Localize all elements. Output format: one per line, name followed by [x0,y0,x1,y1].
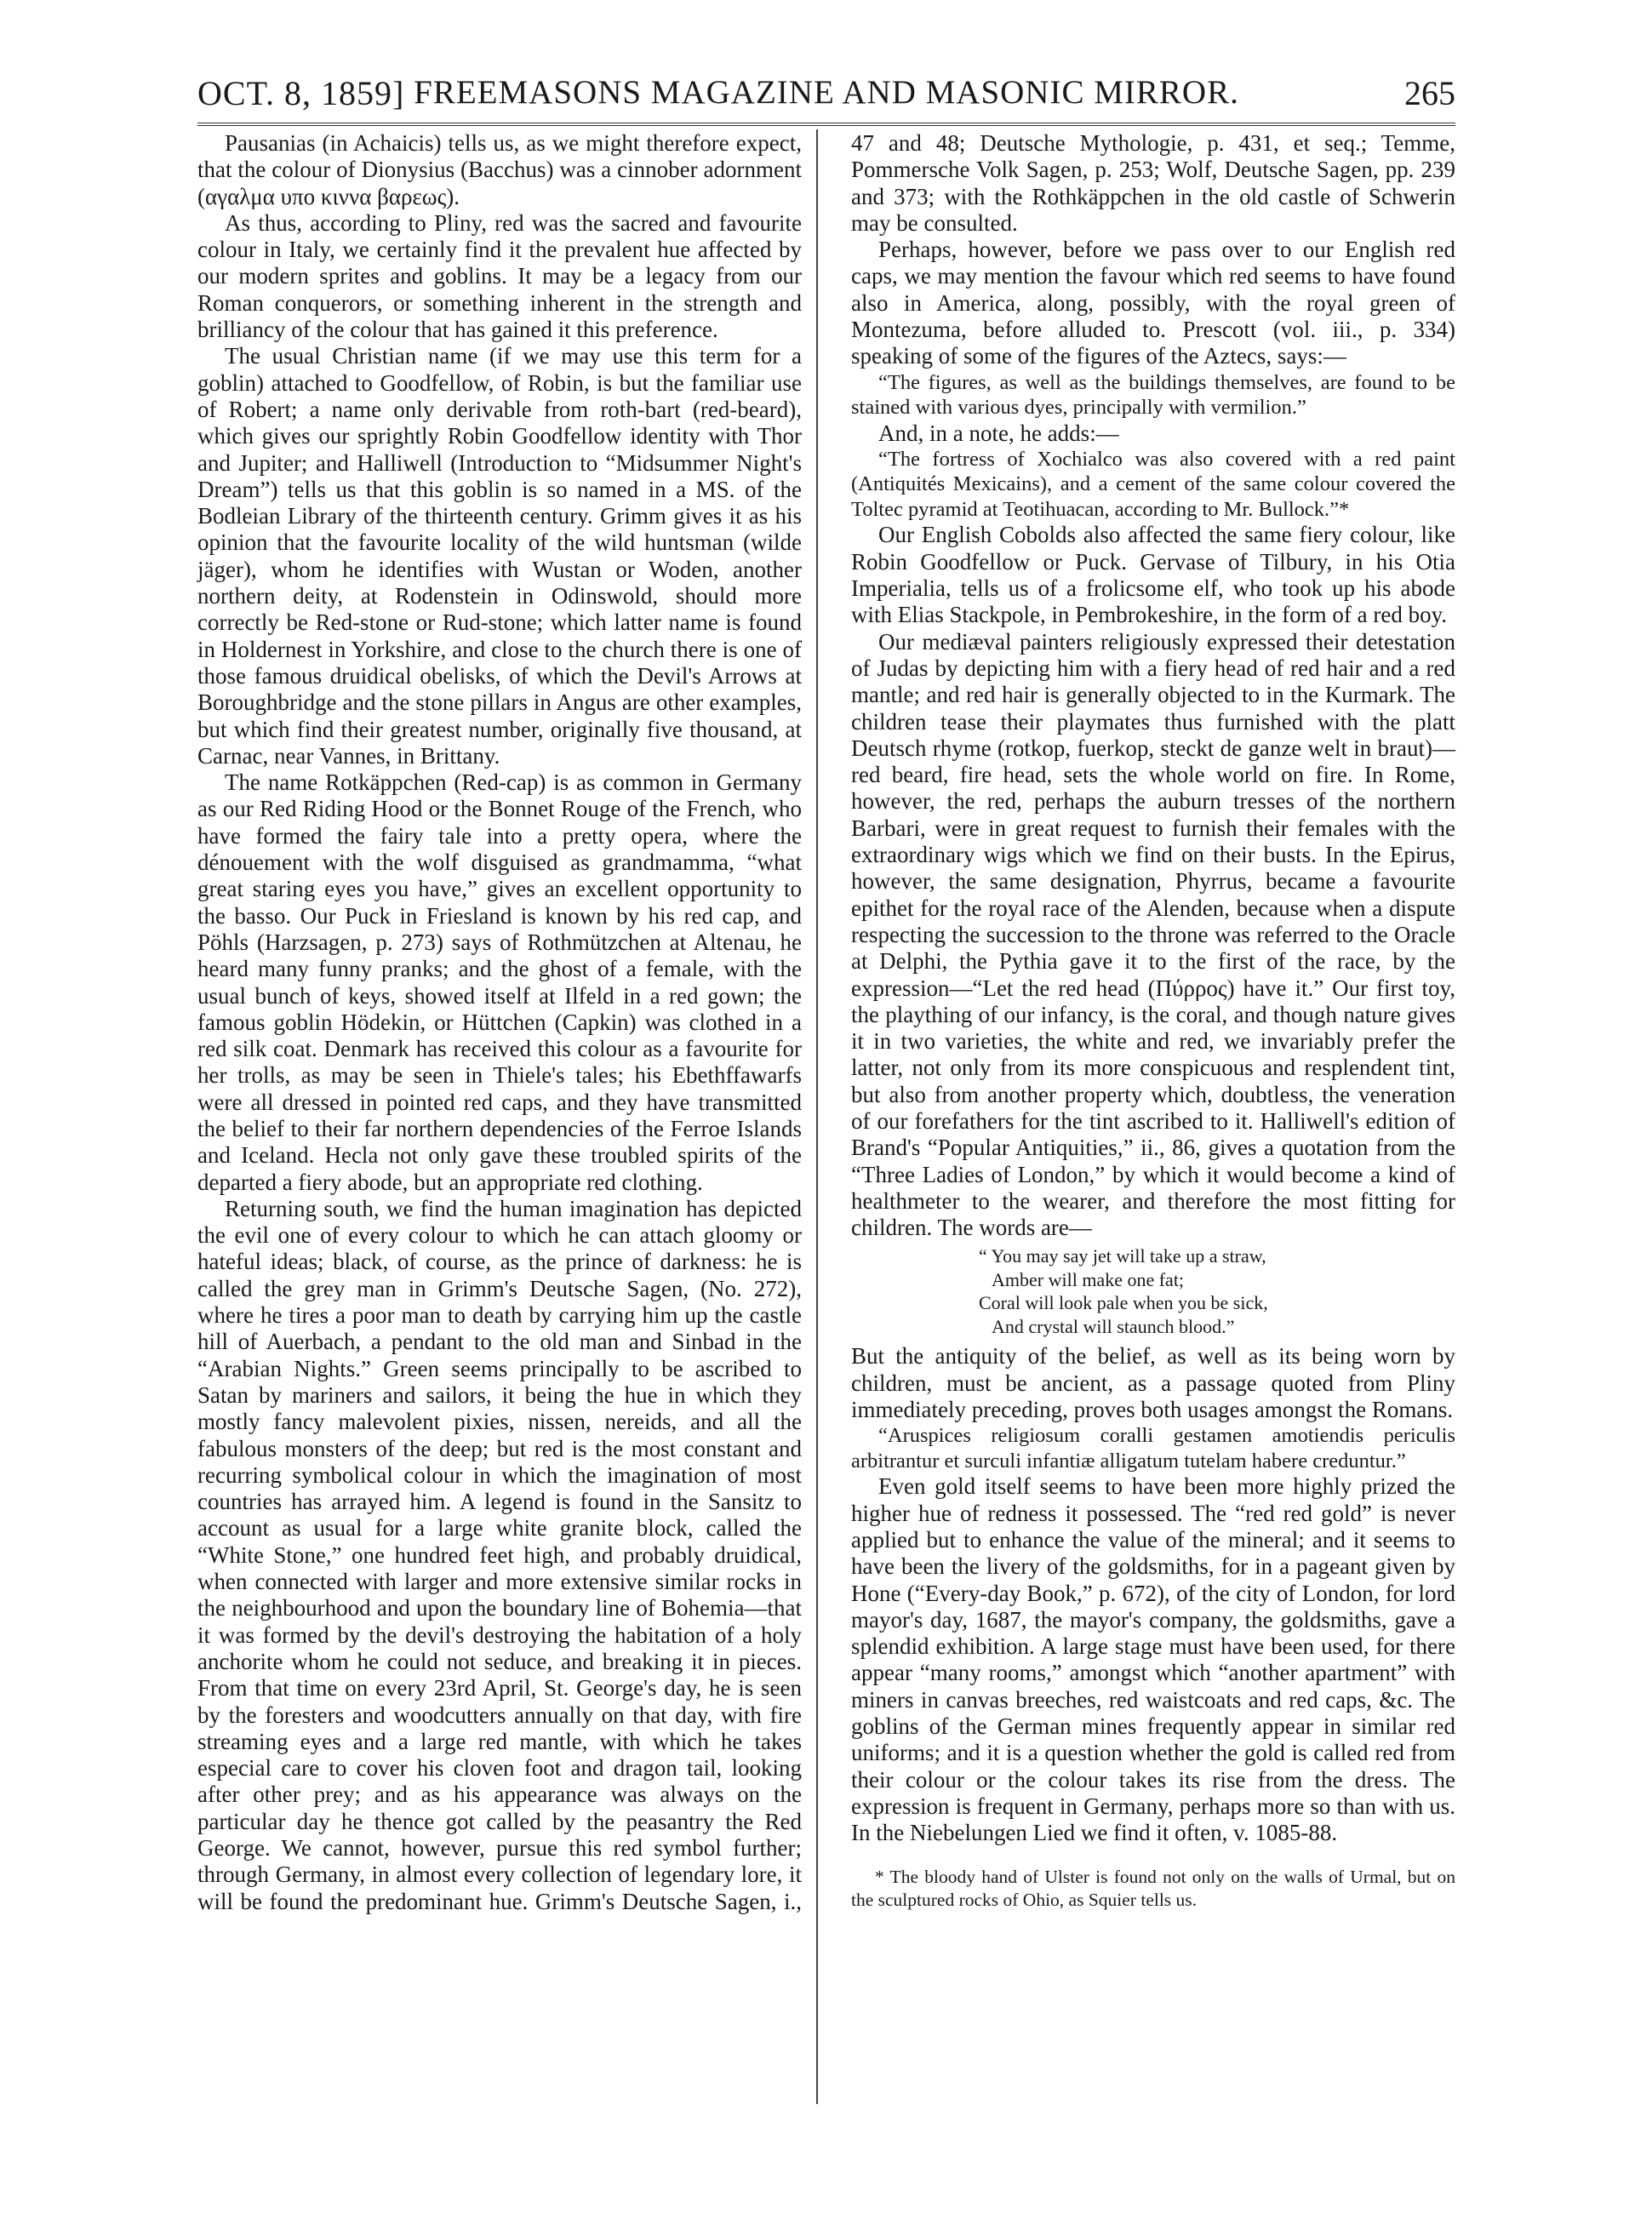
quote-latin: “Aruspices religiosum coralli gestamen amotiendis periculis arbitrantur et surculi infantiæ alligatum tutelam habere creduntur.” [851,1424,1455,1473]
paragraph-robin-goodfellow: The usual Christian name (if we may use this term for a goblin) attached to Goodfellow, of Robin, is but the familiar use of Robert; a name only derivable from roth-bart (red-beard), which gives our sprightly Robin Goodfellow identity with Thor and Jupiter; and Halliwell (Introduction to “Midsummer Night's Dream”) tells us that this goblin is so named in a MS. of the Bodleian Library of the thirteenth century. Grimm gives it as his opinion that the favourite locality of the wild huntsman (wilde jäger), whom he identifies with Wustan or Woden, another northern deity, at Rodenstein in Odinswold, should more correctly be Red-stone or Rud-stone; which latter name is found in Holdernest in Yorkshire, and close to the church there is one of those famous druidical obelisks, of which the Devil's Arrows at Boroughbridge and the stone pillars in Angus are other examples, but which find their greatest number, originally five thousand, at Carnac, near Vannes, in Brittany. [197,343,802,769]
paragraph-continuation: 47 and 48; Deutsche Mythologie, p. 431, et seq.; Temme, Pommersche Volk Sagen, p. 253; Wolf, Deutsche Sagen, pp. 239 and 373; with the Rothkäppchen in the old castle of Schwerin may be consulted. [851,130,1455,236]
page-header [197,73,1455,124]
right-column [851,130,1455,1913]
header-rule [197,123,1455,129]
paragraph-painters: Our mediæval painters religiously expressed their detestation of Judas by depicting him with a fiery head of red hair and a red mantle; and red hair is generally objected to in the Kurmark. The children tease their playmates thus furnished with the platt Deutsch rhyme (rotkop, fuerkop, steckt de ganze welt in braut)—red beard, fire head, sets the whole world on fire. In Rome, however, the red, perhaps the auburn tresses of the northern Barbari, were in great request to furnish their females with the extraordinary wigs which we find on their busts. In the Epirus, however, the same designation, Phyrrus, became a favourite epithet for the royal race of the Alenden, because when a dispute respecting the succession to the throne was referred to the Oracle at Delphi, the Pythia gave it to the first of the race, by the expression—“Let the red head (Πύρρος) have it.” Our first toy, the plaything of our infancy, is the coral, and though nature gives it in two varieties, the white and red, we invariably prefer the latter, not only from its more conspicuous and resplendent tint, but also from another property which, doubtless, the veneration of our forefathers for the tint ascribed to it. Halliwell's edition of Brand's “Popular Antiquities,” ii., 86, gives a quotation from the “Three Ladies of London,” by which it would become a kind of healthmeter to the wearer, and therefore the most fitting for children. The words are— [851,628,1455,1241]
quote-figures: “The figures, as well as the buildings themselves, are found to be stained with various dyes, principally with vermilion.” [851,370,1455,420]
paragraph-prescott: Perhaps, however, before we pass over to our English red caps, we may mention the favour which red seems to have found also in America, along, possibly, with the royal green of Montezuma, before alluded to. Prescott (vol. iii., p. 334) speaking of some of the figures of the Aztecs, says:— [851,237,1455,369]
page-number: 265 [1404,74,1455,112]
poem-line: And crystal will staunch blood.” [992,1315,1235,1337]
column-divider [816,129,818,2104]
left-column [197,130,802,1915]
paragraph-rotkappchen: The name Rotkäppchen (Red-cap) is as common in Germany as our Red Riding Hood or the Bonnet Rouge of the French, who have formed the fairy tale into a pretty opera, where the dénouement with the wolf disguised as grandmamma, “what great staring eyes you have,” gives an excellent opportunity to the basso. Our Puck in Friesland is known by his red cap, and Pöhls (Harzsagen, p. 273) says of Rothmützchen at Altenau, he heard many funny pranks; and the ghost of a female, with the usual bunch of keys, showed itself at Ilfeld in a red gown; the famous goblin Hödekin, or Hüttchen (Capkin) was clothed in a red silk coat. Denmark has received this colour as a favourite for her trolls, as may be seen in Thiele's tales; his Ebethffawarfs were all dressed in pointed red caps, and they have transmitted the belief to their far northern dependencies of the Ferroe Islands and Iceland. Hecla not only gave these troubled spirits of the departed a fiery abode, but an appropriate red clothing. [197,769,802,1195]
paragraph-gold: Even gold itself seems to have been more highly prized the higher hue of redness it possessed. The “red red gold” is never applied but to enhance the value of the mineral; and it seems to have been the livery of the goldsmiths, for in a pageant given by Hone (“Every-day Book,” p. 672), of the city of London, for lord mayor's day, 1687, the mayor's company, the goldsmiths, gave a splendid exhibition. A large stage must have been used, for there appear “many rooms,” amongst which “another apartment” with miners in canvas breeches, red waistcoats and red caps, &c. The goblins of the German mines frequently appear in similar red uniforms; and it is a question whether the gold is called red from their colour or the colour takes its rise from the dress. The expression is frequent in Germany, perhaps more so than with us. In the Niebelungen Lied we find it often, v. 1085-88. [851,1473,1455,1846]
issue-date: OCT. 8, 1859] [197,74,405,112]
paragraph-note: And, in a note, he adds:— [878,420,1119,446]
poem [979,1244,1455,1338]
paragraph-antiquity: But the antiquity of the belief, as well as its being worn by children, must be ancient, as a passage quoted from Pliny immediately preceding, proves both usages amongst the Romans. [851,1343,1455,1423]
poem-line: “ You may say jet will take up a straw, [979,1245,1266,1267]
poem-line: Amber will make one fat; [992,1268,1185,1290]
magazine-title: FREEMASONS MAGAZINE AND MASONIC MIRROR. [414,74,1239,111]
paragraph-pausanias: Pausanias (in Achaicis) tells us, as we might therefore expect, that the colour of Dionysius (Bacchus) was a cinnober adornment (αγαλμα υπο κιννα βαρεως). [197,130,802,209]
poem-line: Coral will look pale when you be sick, [979,1292,1268,1314]
footnote: * The bloody hand of Ulster is found not only on the walls of Urmal, but on the sculptured rocks of Ohio, as Squier tells us. [851,1866,1455,1911]
paragraph-cobolds: Our English Cobolds also affected the same fiery colour, like Robin Goodfellow or Puck. Gervase of Tilbury, in his Otia Imperialia, tells us of a frolicsome elf, who took up his abode with Elias Stackpole, in Pembrokeshire, in the form of a red boy. [851,522,1455,628]
quote-fortress: “The fortress of Xochialco was also covered with a red paint (Antiquités Mexicains), and a cement of the same colour covered the Toltec pyramid at Teotihuacan, according to Mr. Bullock.”* [851,447,1455,521]
paragraph-evil-one: Returning south, we find the human imagination has depicted the evil one of every colour to which he can attach gloomy or hateful ideas; black, of course, as the prince of darkness: he is called the grey man in Grimm's Deutsche Sagen, (No. 272), where he tires a poor man to death by carrying him up the castle hill of Auerbach, a pendant to the old man and Sinbad in the “Arabian Nights.” Green seems principally to be ascribed to Satan by mariners and sailors, it being the hue in which they mostly fancy malevolent pixies, nissen, nereids, and all the fabulous monsters of the deep; but red is the most constant and recurring symbolical colour in which the imagination of most countries has arrayed him. A legend is found in the Sansitz to account as usual for a large white granite block, called the “White Stone,” one hundred feet high, and probably druidical, when connected with larger and more extensive similar rocks in the neighbourhood and upon the boundary line of Bohemia—that it was formed by the devil's destroying the habitation of a holy anchorite whom he could not seduce, and breaking it in pieces. From that time on every 23rd April, St. George's day, he is seen by the foresters and woodcutters annually on that day, with fire streaming eyes and a large red mantle, with which he takes especial care to cover his cloven foot and dragon tail, looking after other prey; and as his appearance was always on the particular day he thence got called by the peasantry the Red George. We cannot, however, pursue this red symbol further; through Germany, in almost every collection of legendary lore, it will be found the predominant hue. Grimm's Deutsche Sagen, i., [197,1195,802,1914]
paragraph-pliny: As thus, according to Pliny, red was the sacred and favourite colour in Italy, we certainly find it the prevalent hue affected by our modern sprites and goblins. It may be a legacy from our Roman conquerors, or something inherent in the strength and brilliancy of the colour that has gained it this preference. [197,209,802,343]
